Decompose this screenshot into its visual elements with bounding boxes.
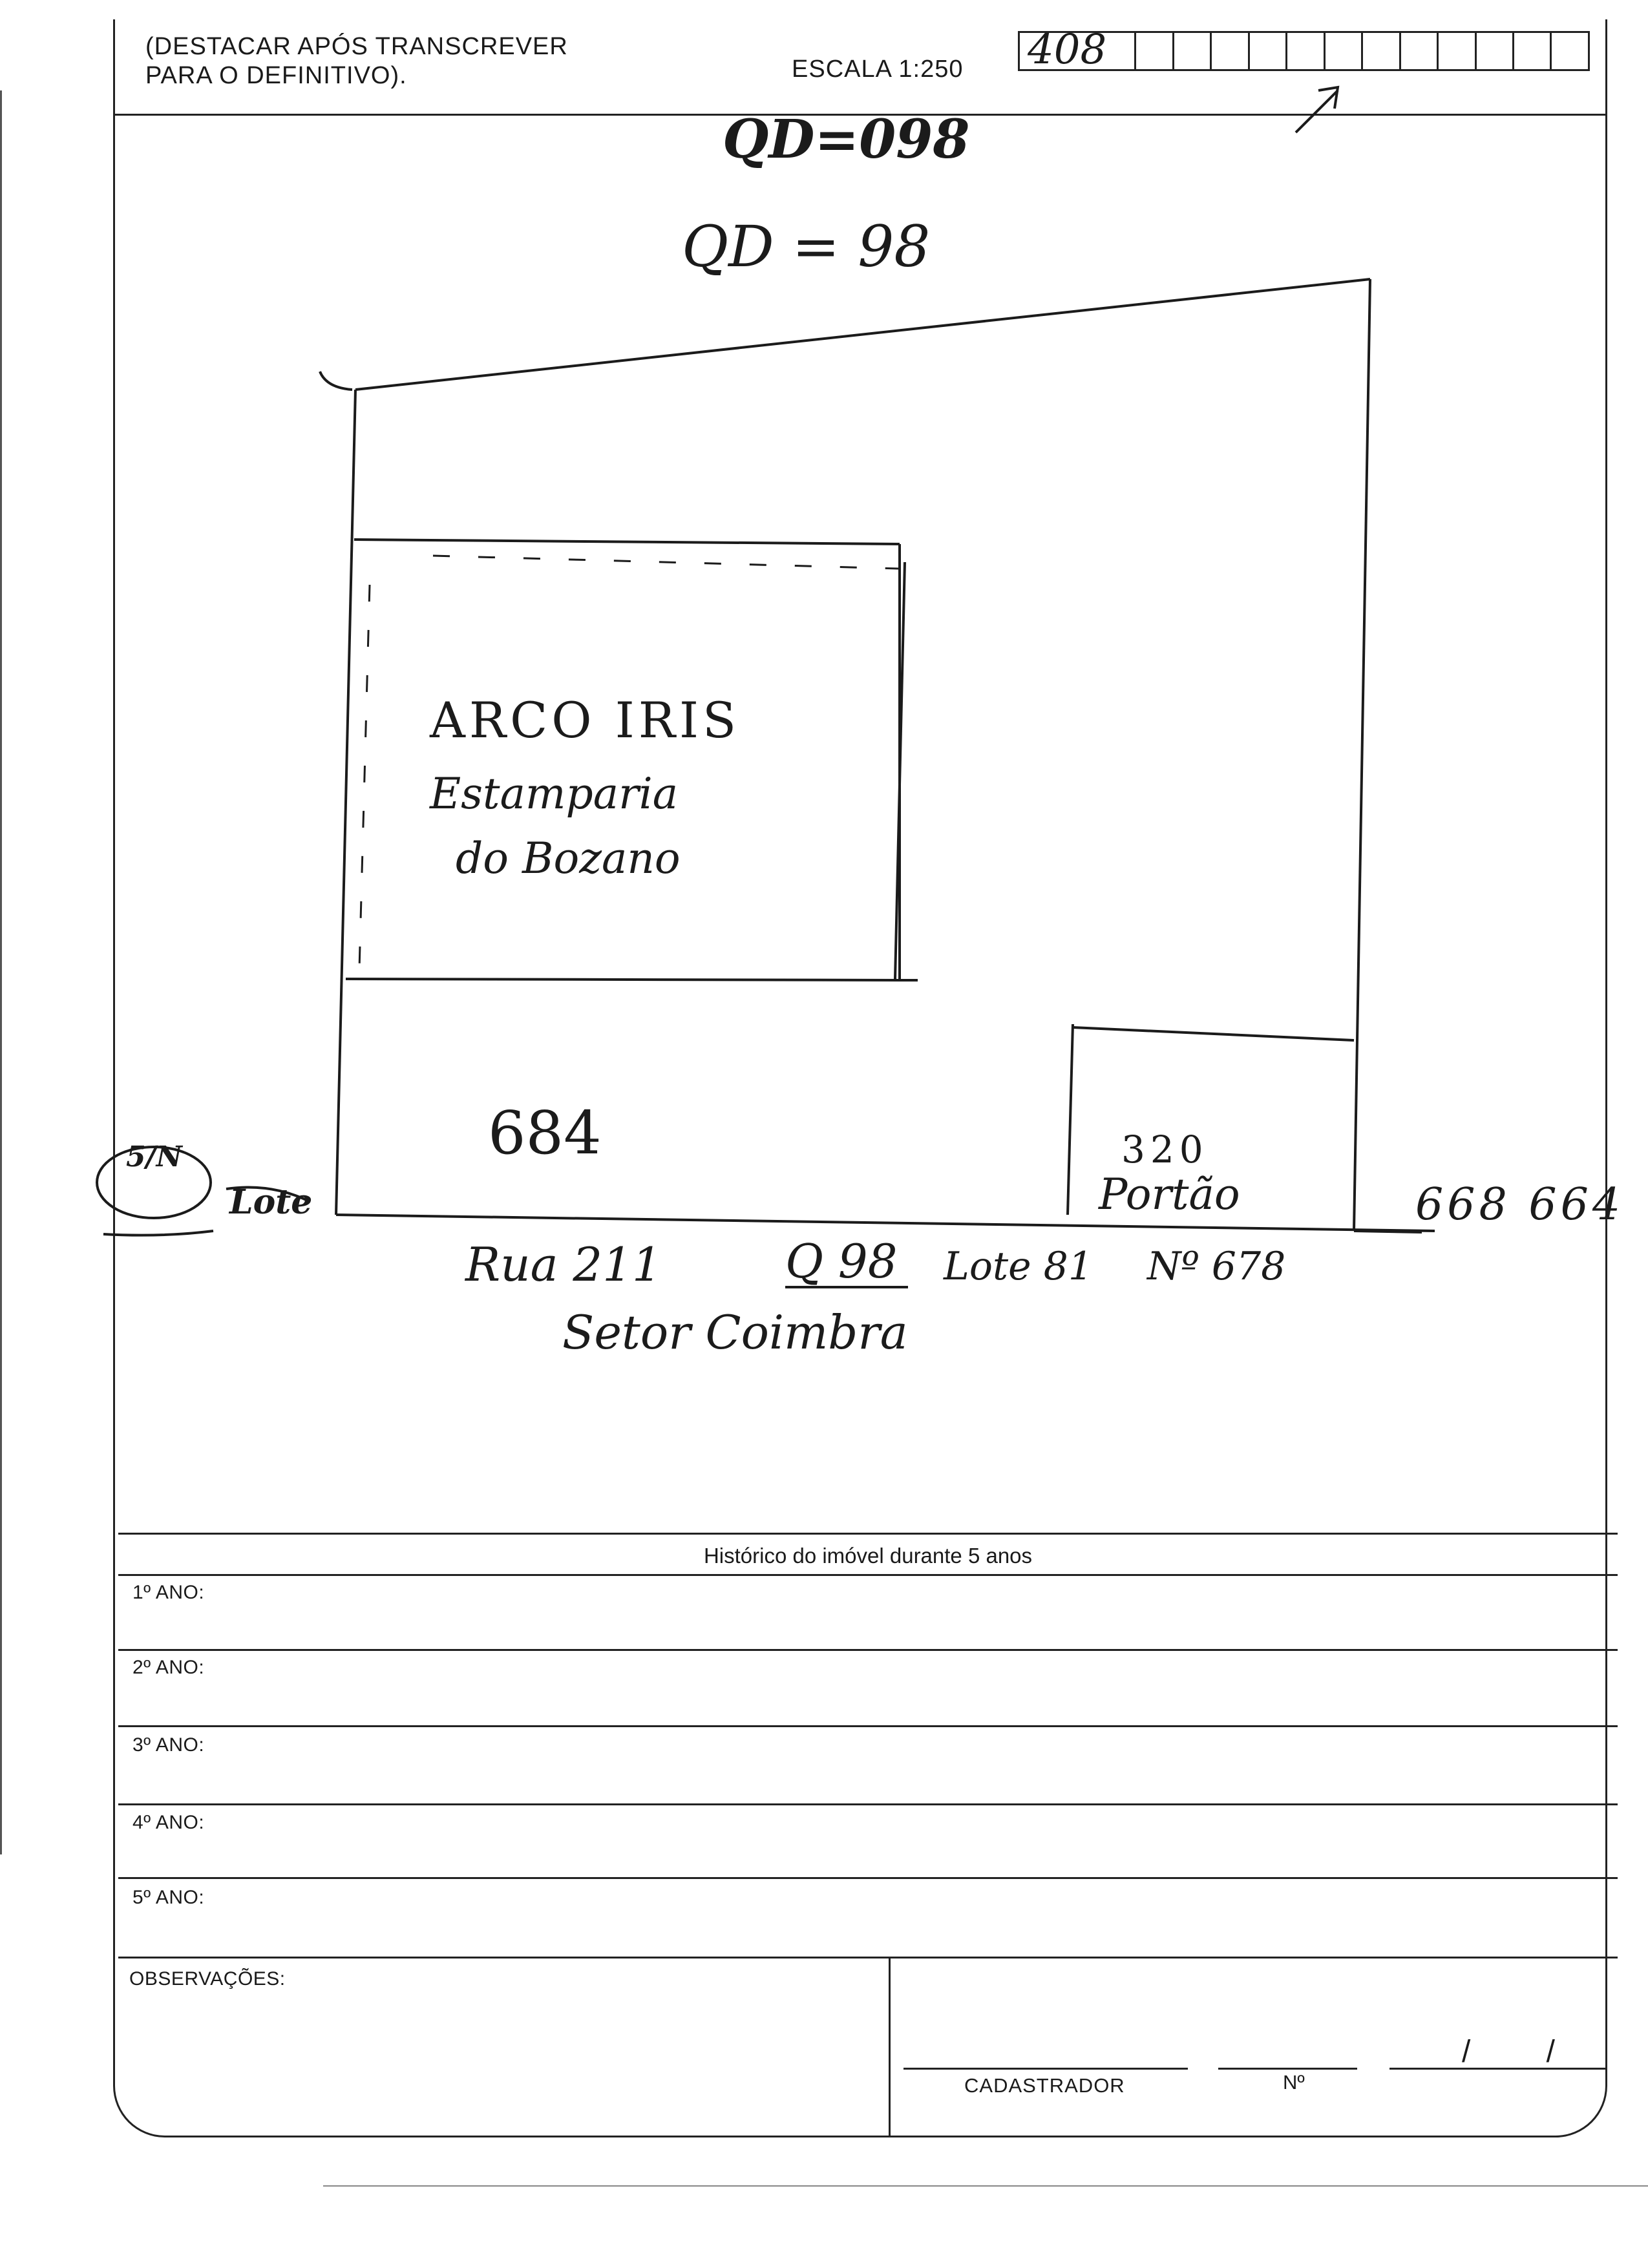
north-arrow-icon xyxy=(1296,87,1338,132)
measure-320: 320 xyxy=(1121,1128,1209,1171)
street-numero: Nº 678 xyxy=(1147,1244,1286,1289)
building-dashed-line xyxy=(359,556,898,969)
scan-bottom-rule xyxy=(323,2185,1648,2187)
year-row-rule xyxy=(118,1649,1618,1651)
date-separators: / / xyxy=(1462,2035,1589,2069)
year-3-label: 3º ANO: xyxy=(132,1734,205,1756)
scale-label: ESCALA 1:250 xyxy=(792,56,964,83)
building-name: ARCO IRIS xyxy=(430,691,741,749)
year-row-rule xyxy=(118,1725,1618,1727)
building-outline xyxy=(346,540,918,980)
observacoes-label: OBSERVAÇÕES: xyxy=(129,1968,286,1990)
year-row-rule xyxy=(118,1957,1618,1958)
cadastrador-signature-line xyxy=(903,2068,1188,2070)
instruction-line-1: (DESTACAR APÓS TRANSCREVER xyxy=(145,33,568,60)
left-lot-label-b: Lote xyxy=(229,1182,313,1222)
quadra-top-label: QD=098 xyxy=(723,109,970,171)
numero-label: Nº xyxy=(1283,2071,1305,2094)
gate-label: Portão xyxy=(1099,1170,1240,1219)
cadastrador-label: CADASTRADOR xyxy=(964,2074,1125,2097)
street-quadra: Q 98 xyxy=(785,1234,898,1288)
year-5-label: 5º ANO: xyxy=(132,1887,205,1908)
lot-boundary xyxy=(320,279,1435,1231)
building-line-3: do Bozano xyxy=(456,834,681,883)
right-numbers: 668 664 xyxy=(1415,1179,1625,1230)
year-row-rule xyxy=(118,1877,1618,1879)
numero-line xyxy=(1218,2068,1357,2070)
street-rua: Rua 211 xyxy=(465,1237,662,1292)
street-lote: Lote 81 xyxy=(944,1244,1093,1289)
history-title: Histórico do imóvel durante 5 anos xyxy=(703,1544,1033,1568)
history-title-rule xyxy=(118,1574,1618,1576)
building-line-2: Estamparia xyxy=(430,769,679,819)
year-1-label: 1º ANO: xyxy=(132,1582,205,1603)
measure-684: 684 xyxy=(488,1098,602,1168)
history-top-rule xyxy=(118,1533,1618,1535)
left-lot-label-a: 5/N xyxy=(126,1140,182,1173)
year-2-label: 2º ANO: xyxy=(132,1657,205,1678)
year-4-label: 4º ANO: xyxy=(132,1812,205,1833)
scan-edge-left xyxy=(0,90,2,1854)
street-setor: Setor Coimbra xyxy=(562,1305,908,1360)
footer-divider xyxy=(889,1958,891,2137)
scale-box-handwritten-value: 408 xyxy=(1028,26,1107,74)
year-row-rule xyxy=(118,1803,1618,1805)
instruction-line-2: PARA O DEFINITIVO). xyxy=(145,62,407,89)
quadra-main-label: QD = 98 xyxy=(682,213,931,280)
